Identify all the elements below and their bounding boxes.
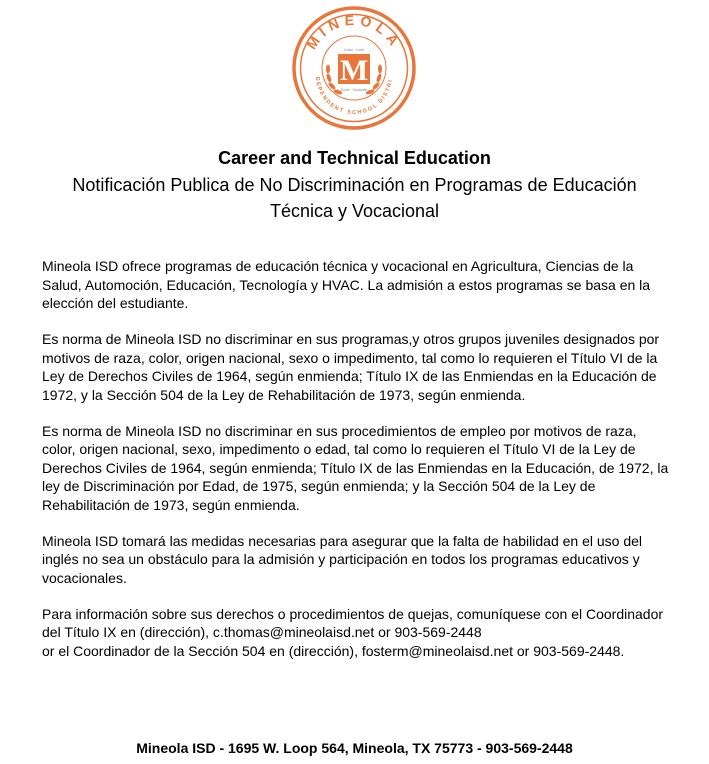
logo-subtitle-arc: DEPENDENT SCHOOL DISTRI bbox=[313, 76, 394, 117]
page-subtitle: Notificación Publica de No Discriminación en Programas de Educación Técnica y Vocacional bbox=[72, 175, 637, 221]
header bbox=[0, 146, 709, 224]
logo-name-arc: MINEOLA bbox=[303, 11, 405, 53]
paragraph-employment-policy: Es norma de Mineola ISD no discriminar en sus procedimientos de empleo por motivos de raza, color, origen nacional, sexo, impedimento o edad, tal como lo requieren el Título VI de la Ley de Derechos Civiles de 1964, según enmienda; Título IX de las Enmiendas en la Educación, de 1972, la ley de Discriminación por Edad, de 1975, según enmienda; y la Sección 504 de la Ley de Rehabilitación de 1973, según enmienda. bbox=[42, 422, 669, 513]
logo-small-text-top: Learn · Lead bbox=[344, 48, 364, 52]
notice-body bbox=[42, 257, 672, 678]
district-seal-icon bbox=[285, 6, 423, 134]
paragraph-programs: Mineola ISD ofrece programas de educación técnica y vocacional en Agricultura, Ciencias de la Salud, Automoción, Educación, Tecnología y HVAC. La admisión a estos programas se basa en la elección del estudiante. bbox=[42, 258, 651, 311]
logo-initial: M bbox=[339, 54, 369, 87]
contact-section-504: or el Coordinador de la Sección 504 en (dirección), fosterm@mineolaisd.net or 903-569-2448. bbox=[42, 642, 625, 659]
contact-title-ix: Para información sobre sus derechos o procedimientos de quejas, comuníquese con el Coordinador del Título IX en (dirección), c.thomas@mineolaisd.net or 903-569-2448 bbox=[42, 605, 664, 640]
paragraph-contact bbox=[42, 605, 672, 661]
paragraph-english-access: Mineola ISD tomará las medidas necesarias para asegurar que la falta de habilidad en el uso del inglés no sea un obstáculo para la admisión y participación en todos los programas educativos y vocacionales. bbox=[42, 532, 643, 586]
page-title: Career and Technical Education bbox=[218, 148, 491, 168]
footer-address: Mineola ISD - 1695 W. Loop 564, Mineola, TX 75773 - 903-569-2448 bbox=[136, 740, 573, 756]
district-logo bbox=[285, 6, 423, 134]
paragraph-program-policy: Es norma de Mineola ISD no discriminar en sus programas,y otros grupos juveniles designados por motivos de raza, color, origen nacional, sexo o impedimento, tal como lo requieren el Título VI de la Ley de Derechos Civiles de 1964, según enmienda; Título IX de las Enmiendas en la Educación de 1972, y la Sección 504 de la Ley de Rehabilitación de 1973, según enmienda. bbox=[42, 331, 660, 403]
logo-small-text-bottom: Excel · Graduate bbox=[340, 88, 368, 92]
